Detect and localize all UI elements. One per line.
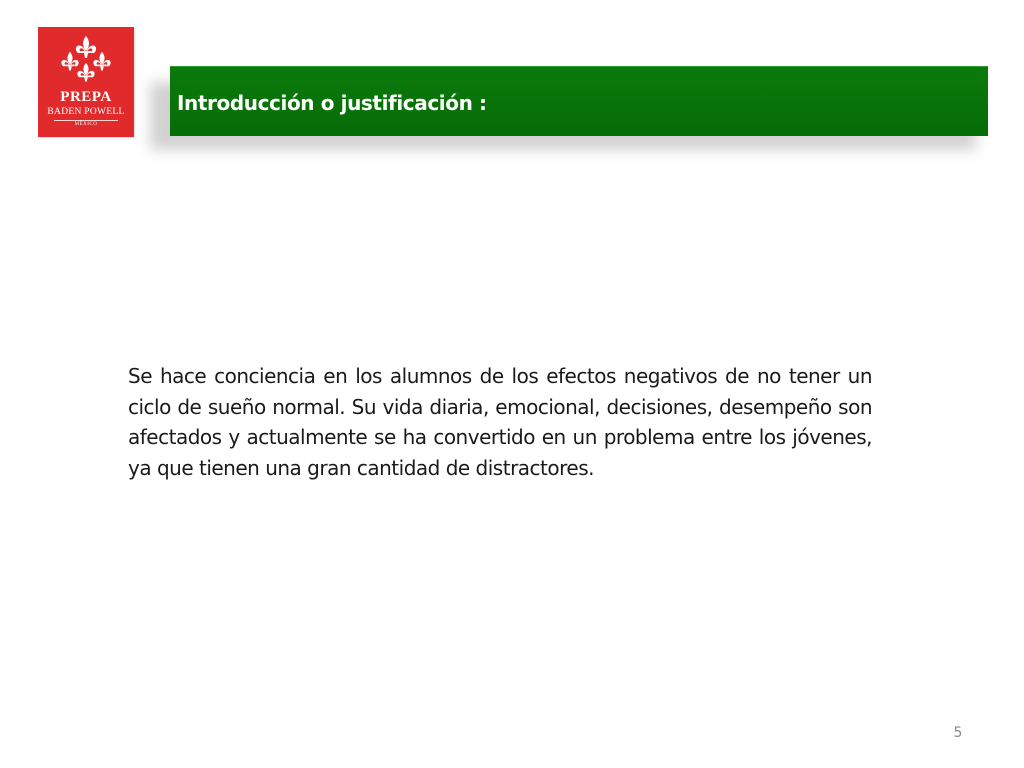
logo-divider [54,120,118,121]
slide-number: 5 [953,725,963,741]
logo-title: PREPA [60,89,112,105]
slide-title: Introducción o justificación : [177,91,487,115]
title-bar [170,66,988,136]
logo-subtitle: BADEN POWELL [47,107,125,117]
logo-country: MÉXICO [74,122,98,127]
fleur-de-lis-icon [54,33,118,89]
body-paragraph: Se hace conciencia en los alumnos de los efectos negativos de no tener un ciclo de sueño normal. Su vida diaria, emocional, decisiones, desempeño son afectados y actualmente se ha convertido en un problema entre los jóvenes, ya que tienen una gran cantidad de distractores. [128,364,872,480]
school-logo [38,27,134,137]
